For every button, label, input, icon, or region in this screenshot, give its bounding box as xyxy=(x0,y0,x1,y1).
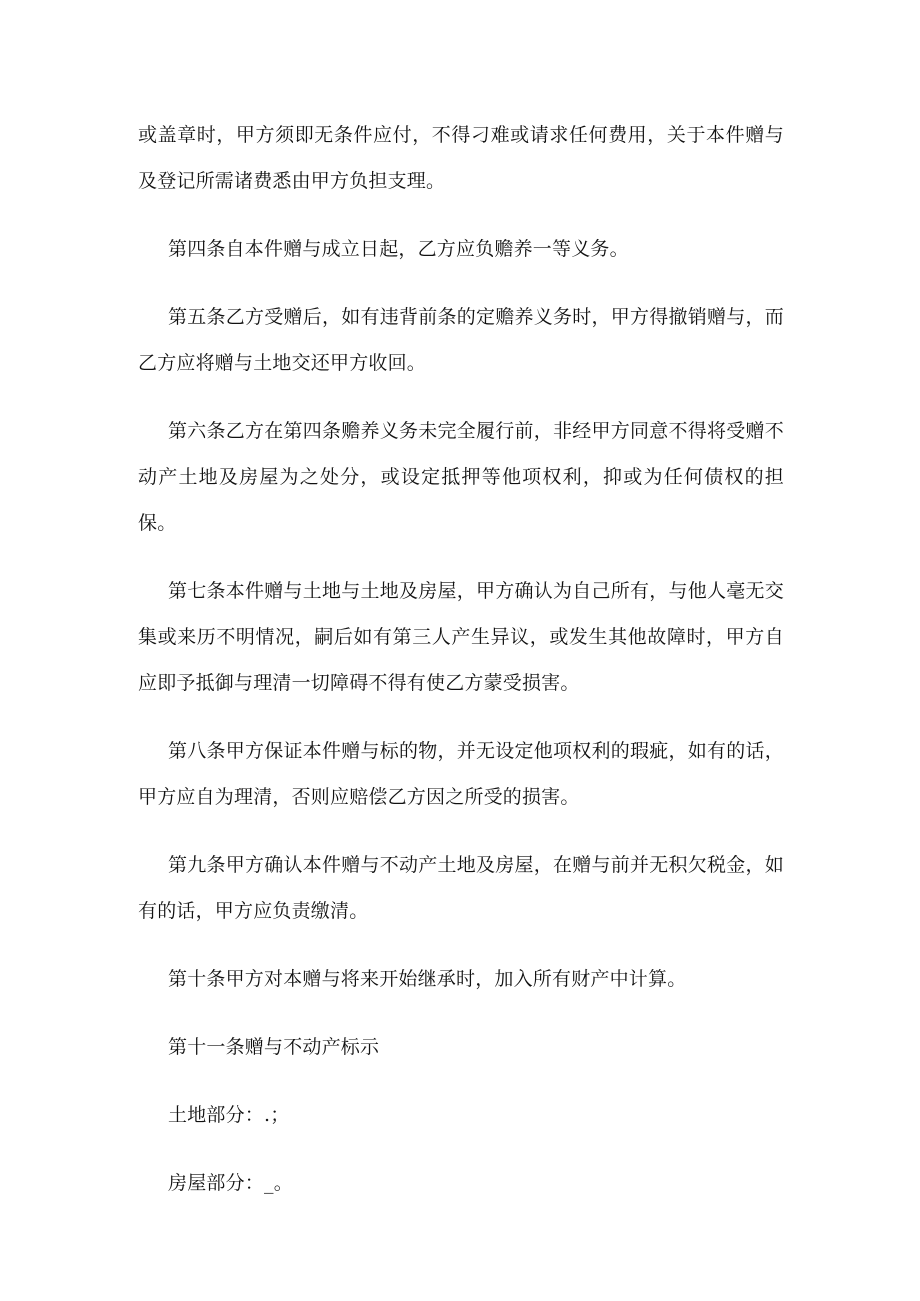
document-body xyxy=(138,112,784,1228)
paragraph-house-section: 房屋部分：_。 xyxy=(168,1172,293,1194)
paragraph-article-8: 第八条甲方保证本件赠与标的物，并无设定他项权利的瑕疵，如有的话，甲方应自为理清，否则应赔偿乙方因之所受的损害。 xyxy=(138,740,784,808)
paragraph-article-7: 第七条本件赠与土地与土地及房屋，甲方确认为自己所有，与他人毫无交集或来历不明情况，嗣后如有第三人产生异议，或发生其他故障时，甲方自应即予抵御与理清一切障碍不得有使乙方蒙受损害。 xyxy=(138,580,784,694)
paragraph-article-6: 第六条乙方在第四条赡养义务未完全履行前，非经甲方同意不得将受赠不动产土地及房屋为之处分，或设定抵押等他项权利，抑或为任何债权的担保。 xyxy=(138,420,784,534)
paragraph-article-10: 第十条甲方对本赠与将来开始继承时，加入所有财产中计算。 xyxy=(168,968,687,990)
paragraph-land-section: 土地部分：.； xyxy=(168,1104,290,1126)
paragraph-article-9: 第九条甲方确认本件赠与不动产土地及房屋，在赠与前并无积欠税金，如有的话，甲方应负责缴清。 xyxy=(138,854,784,922)
paragraph-article-4: 第四条自本件赠与成立日起，乙方应负赡养一等义务。 xyxy=(168,238,629,260)
paragraph-continuation: 或盖章时，甲方须即无条件应付，不得刁难或请求任何费用，关于本件赠与及登记所需诸费悉由甲方负担支理。 xyxy=(138,124,784,192)
paragraph-article-11: 第十一条赠与不动产标示 xyxy=(168,1036,380,1058)
paragraph-article-5: 第五条乙方受赠后，如有违背前条的定赡养义务时，甲方得撤销赠与，而乙方应将赠与土地交还甲方收回。 xyxy=(138,306,784,374)
